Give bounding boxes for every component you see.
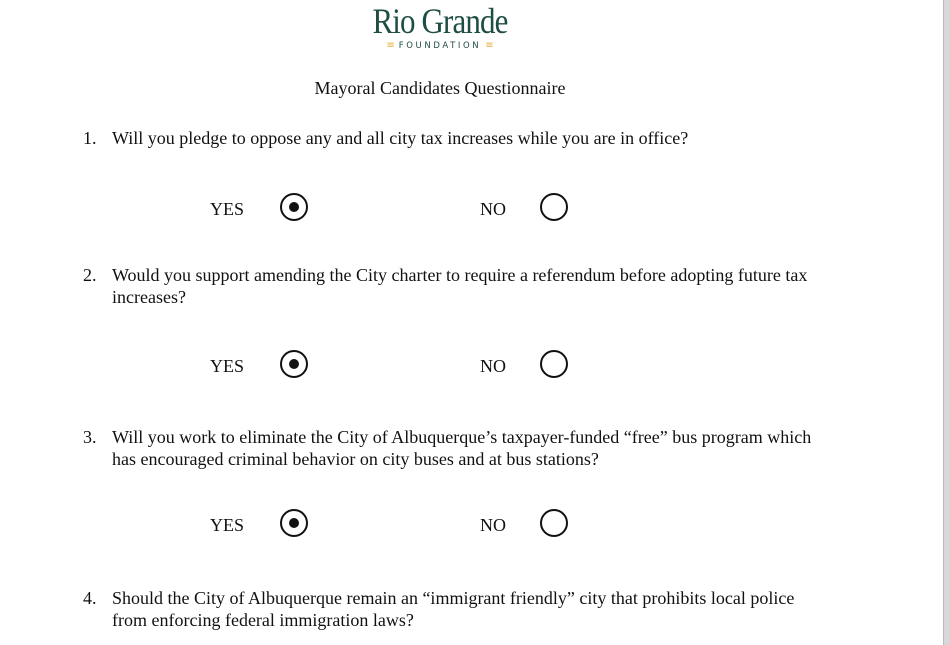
question-3 — [83, 426, 823, 470]
document-title: Mayoral Candidates Questionnaire — [314, 78, 566, 98]
logo-left-ornament-icon: ≡ — [386, 40, 395, 51]
question-2 — [83, 264, 823, 308]
question-text: Would you support amending the City charter to require a referendum before adopting future tax increases? — [112, 265, 808, 307]
question-4 — [83, 587, 823, 631]
radio-selected-dot — [289, 518, 299, 528]
question-number: 1. — [83, 128, 97, 148]
answer-row-3 — [210, 509, 590, 543]
logo-subtitle: FOUNDATION — [398, 41, 482, 51]
yes-radio-button[interactable] — [280, 350, 308, 378]
yes-radio-button[interactable] — [280, 509, 308, 537]
no-label: NO — [480, 199, 506, 219]
question-number: 2. — [83, 265, 97, 285]
radio-selected-dot — [289, 359, 299, 369]
answer-row-1 — [210, 193, 590, 227]
no-label: NO — [480, 356, 506, 376]
no-radio-button[interactable] — [540, 193, 568, 221]
answer-row-2 — [210, 350, 590, 384]
yes-label: YES — [210, 515, 245, 535]
no-radio-button[interactable] — [540, 350, 568, 378]
yes-label: YES — [210, 356, 245, 376]
no-label: NO — [480, 515, 506, 535]
question-number: 3. — [83, 427, 97, 447]
logo-subtitle-row — [300, 41, 580, 51]
question-text: Will you pledge to oppose any and all city tax increases while you are in office? — [112, 128, 689, 148]
question-text: Should the City of Albuquerque remain an “immigrant friendly” city that prohibits local police from enforcing federal immigration laws? — [112, 588, 795, 630]
radio-selected-dot — [289, 202, 299, 212]
no-radio-button[interactable] — [540, 509, 568, 537]
question-text: Will you work to eliminate the City of Albuquerque’s taxpayer-funded “free” bus program which has encouraged criminal behavior on city buses and at bus stations? — [112, 427, 812, 469]
logo-right-ornament-icon: ≡ — [485, 40, 494, 51]
rio-grande-logo — [300, 0, 580, 51]
question-number: 4. — [83, 588, 97, 608]
question-1 — [83, 127, 823, 149]
yes-radio-button[interactable] — [280, 193, 308, 221]
logo-name: Rio Grande — [372, 1, 508, 41]
yes-label: YES — [210, 199, 245, 219]
page-edge — [943, 0, 950, 645]
